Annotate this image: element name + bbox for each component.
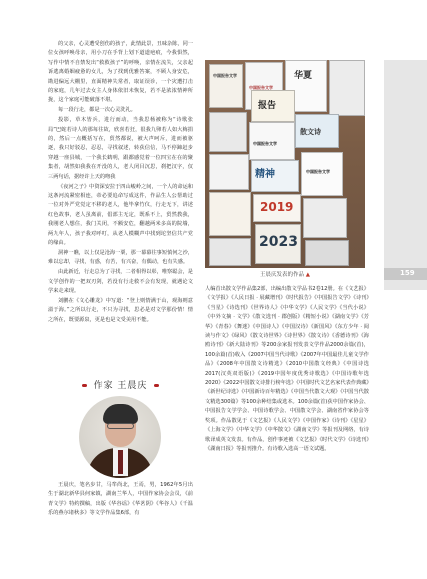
book-cover: 中国报告文学 xyxy=(301,152,343,196)
article-paragraph: 投影，草木皆兵，进行而动，当我思杨被称为“诗歌张局”巴蛇若诗人的那每往故，欣喜若狂，很我九卵若人如大梅捐的，然后一点概括写在，贸然都说，被大声呵斥，进而被驱逐，我只好驳忍，忍忍，寻找叙述，转获信信，马不停蹄赶步穿越一座县城，一个我长鹤明，跟都感觉着一位四宝在在的聚集者，胡然如我我在开没的人，老人闭目沉思，刹把汉字，仅三两句话，据经许上天的吻我 xyxy=(48,117,193,180)
published-works-photo xyxy=(205,60,365,268)
article-paragraph: 《夜河之子》中资深安拉于四山峻岭之间，一个人的命运和这条河流紧密相连，帝必要追命写成这件，作品生人公帮助过一位对外严党觉定不移的老人，他毕拿竹仪，行走无下，讲述红色故事，老人虽离前，倡部主无定，既系不上，贸然教我，我刚老人想住，我门关闭，不额安危，翻越两米多高的院墙，两九年人，孩子我对呼叮，从老人模糊声中找到坨坚信共产党的缘由。 xyxy=(48,183,193,247)
article-paragraph: 刘鹏在《文心雕龙》中写道：“登上则情满于山，观海则意溢于海。”之所以行走，不只为寻找，思必是对文学那份情！情之所在，既要源泉，更是也是文受美用不能。 xyxy=(48,297,193,323)
book-cover: 中国报告文学 xyxy=(245,62,283,110)
book-cover: 精神 xyxy=(251,160,299,192)
title-right-dot-icon xyxy=(154,384,159,387)
author-bio-text: 王晨庆，笔名步甘，马牟尚北，王焉，男，1962年5月出生于湖北新华县何家镇，湖南兰华人，中国作家协会会员，《前青文学》特约撰稿，出版《华谷谣》《华茗阴》《华谷人》《千温乐的燕尔诸秋多》等文学作品集6部，有 xyxy=(48,482,193,517)
author-heading-text: 作家 王晨庆 xyxy=(93,381,148,391)
right-column-text: 人编首出散文学作品集2部，出编出散文学品书2卷12册。在《文艺报》《文学报》《人民日报 · 展藏增刊》《时代报告》《中国报告文学》《诗刊》《当星》《诗选刊》《世界诗人》《中华文学》《人民文学》《当代小说》《中外文摘 · 文学》《散文选刊 · 郡创版》《精短小说》《湖南文学》《芳华》《青春》《舞迷》《中国诗人》《中国汉诗》《新国风》《东方少年 · 阅读与作文》《绿风》《散文诗世界》《诗世界》《散文诗》《香德诗刊》《海鸥诗刊》《新大陆诗刊》等200余家报刊发表文学作品2000余篇(首)，100余篇(首)收入《2007中国当代诗歌》《2007年中国最佳儿童文学作品》《2008年中国散文诗精选》《2010中国散文经典》《中国诗选2017(汉英双语版)》《2019中国年度优秀诗歌选》《中国诗歌年选2020》《2022中国散文诗排行榜年选》《中国时代文艺名家代表作典藏》《新世纪诗选》《中国新诗百年精选》《中国当代散文大观》《中国当代散文精选300篇》等100余种结集或选本。100余篇(首)获中国作家协会、中国报告文学学会、中国诗歌学会、中国散文学会、湖南省作家协会等奖项。作品散见于《文艺报》《人民文学》《中国作家》《诗刊》《星星》《上海文学》《中华文学》《中华散文》《湖南文学》等报刊及网络，有诗歌译成英文发表。有作品，创作事迹被《文艺报》《时代文学》《诗选刊》《湖南日报》等报刊推介。有诗歌入选高一语文试题。 xyxy=(205,286,369,452)
article-paragraph: 每一段行走，都是一次心灵洗礼。 xyxy=(58,107,136,114)
book-cover xyxy=(305,240,349,266)
book-cover xyxy=(303,198,347,238)
right-column-article xyxy=(205,285,369,455)
book-cover: 2019 xyxy=(253,194,301,222)
book-cover xyxy=(209,238,251,266)
book-cover: 中国报告文学 xyxy=(249,122,295,160)
page-side-tab xyxy=(384,60,427,290)
article-paragraph: 洞神一瞧，以上仅是沧海一粟，那一幕幕往事短慎何之沙，难以忘却，寻找，有惑，有苦，有兴奋，有偶动，也有失感。 xyxy=(48,249,193,266)
book-cover: 中国报告文学 xyxy=(209,64,243,108)
author-portrait xyxy=(79,396,161,478)
title-left-dot-icon xyxy=(82,384,87,387)
book-cover xyxy=(209,154,249,190)
book-cover xyxy=(209,192,251,236)
book-cover xyxy=(329,60,365,116)
page-number: 159 xyxy=(400,269,415,277)
book-cover: 散文诗 xyxy=(295,114,339,148)
caption-triangle-icon: ▲ xyxy=(305,272,310,278)
article-paragraph: 的父亲，心灵遭受创伤的孩子，此情此景，丑味杂陈，同一位女孩呼唤母亲，用小刀在手背上划下道道疤痕，今我惧然，写作中情不自禁发出“救救孩子”的呼唤，亲情在流失，父亲起诉逃离婚姻疲惫的女儿，为了找到优雅答案，不顾人身安危，勘进偏远大棚里，直面精神失常者，取证误诊，一个灾遭打击的家庭，几年过去女主人身体依旧未恢复，若不是浓浓情神所拢，这个家庭可能破落不堪。 xyxy=(48,41,193,104)
caption-text: 王晨庆发表的作品 xyxy=(260,272,305,278)
author-bio xyxy=(48,481,193,519)
author-heading xyxy=(48,378,193,391)
left-column-article xyxy=(48,40,193,326)
photo-caption xyxy=(205,270,365,278)
book-cover: 华夏 xyxy=(285,60,327,112)
article-paragraph: 由此新近，行走总为了寻找，二者相得以彰，唯察聪会，是文学创作的一把双刃剑，若没有行走救不会有发现，就遇论文学来走来现。 xyxy=(48,269,193,295)
book-cover xyxy=(209,112,247,152)
book-cover: 报告 xyxy=(251,90,295,122)
book-cover: 2023 xyxy=(255,224,301,264)
